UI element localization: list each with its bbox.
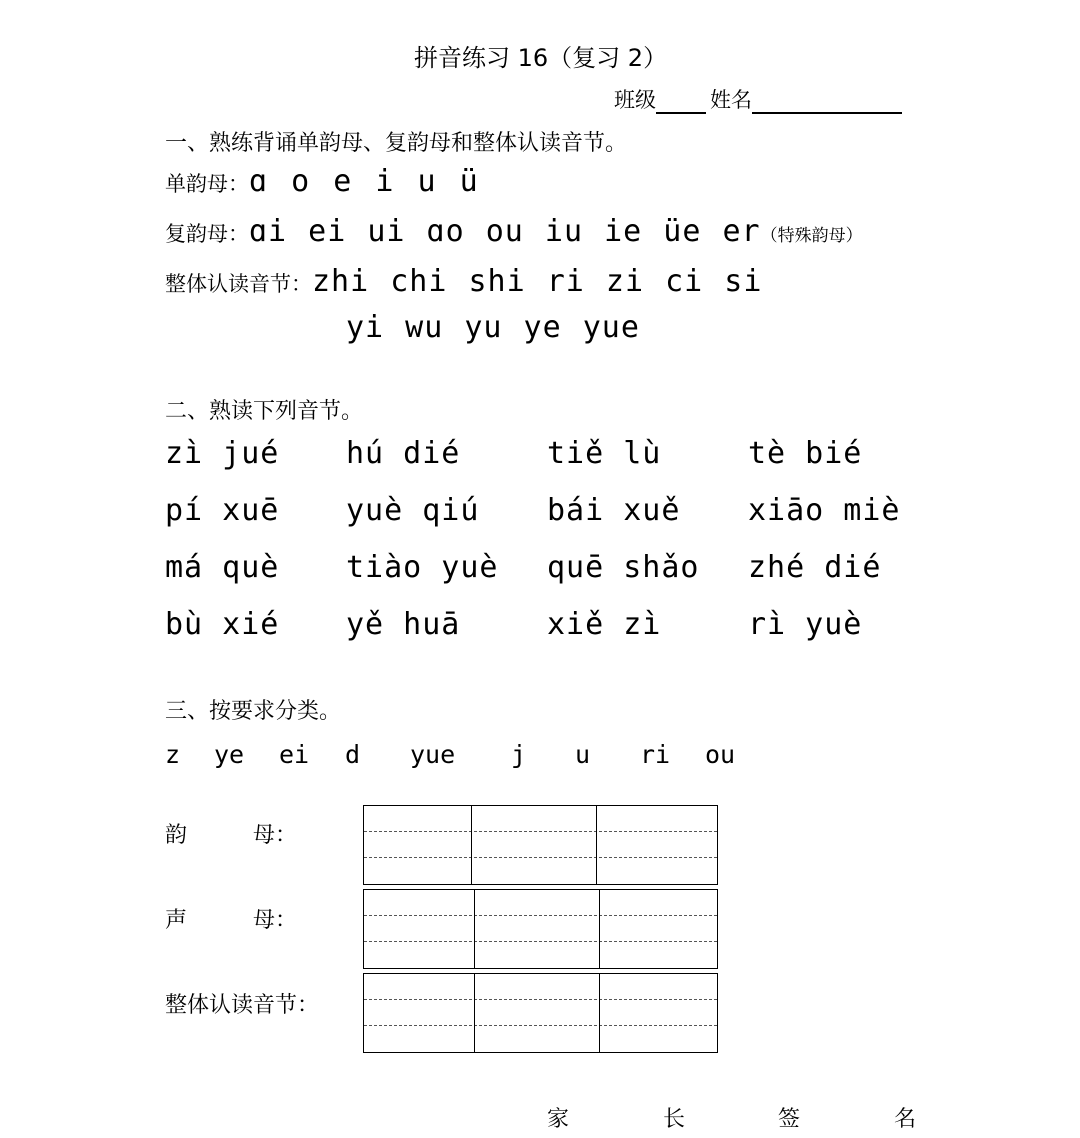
classify-word: ou — [705, 740, 736, 769]
syllable-word: hú dié — [346, 436, 461, 471]
compound-finals-row — [165, 214, 863, 249]
syllable-word: yě huā — [346, 607, 461, 642]
classify-word: j — [511, 740, 527, 769]
single-finals-row — [165, 164, 479, 199]
section2-heading: 二、熟读下列音节。 — [165, 399, 364, 424]
whole-syllables-row1: zhi chi shi ri zi ci si — [312, 264, 763, 299]
syllable-word: rì yuè — [748, 607, 863, 642]
class-name-row — [614, 84, 902, 114]
sign-char: 家 — [547, 1107, 570, 1132]
page-title: 拼音练习 16（复习 2） — [414, 44, 668, 72]
whole-syllables-row2: yi wu yu ye yue — [346, 310, 640, 345]
syllable-word: zhé dié — [748, 550, 882, 585]
syllable-word: yuè qiú — [346, 493, 480, 528]
syllable-word: pí xuē — [165, 493, 280, 528]
class-blank[interactable] — [656, 90, 706, 114]
syllable-word: xiě zì — [547, 607, 662, 642]
category-label-initials: 声 母： — [165, 908, 298, 933]
syllable-word: tè bié — [748, 436, 863, 471]
whole-syllables-answer-box[interactable] — [363, 973, 718, 1053]
classify-word: yue — [410, 740, 456, 769]
compound-finals-note: （特殊韵母） — [760, 226, 863, 246]
section3-heading: 三、按要求分类。 — [165, 699, 342, 724]
sign-char: 长 — [663, 1107, 686, 1132]
syllable-word: tiào yuè — [346, 550, 499, 585]
compound-finals-label: 复韵母： — [165, 222, 249, 246]
name-label: 姓名 — [710, 88, 752, 112]
syllable-word: má què — [165, 550, 280, 585]
classify-word: ye — [214, 740, 245, 769]
whole-syllables-row — [165, 264, 762, 299]
syllable-word: zì jué — [165, 436, 280, 471]
syllable-word: quē shǎo — [547, 550, 700, 585]
section1-heading: 一、熟练背诵单韵母、复韵母和整体认读音节。 — [165, 131, 628, 156]
syllable-word: xiāo miè — [748, 493, 901, 528]
finals-answer-box[interactable] — [363, 805, 718, 885]
initials-answer-box[interactable] — [363, 889, 718, 969]
classify-word: u — [575, 740, 591, 769]
single-finals-values: ɑ o e i u ü — [249, 164, 479, 199]
classify-word: ri — [640, 740, 671, 769]
category-label-whole-syllables: 整体认读音节： — [165, 993, 320, 1018]
syllable-word: bái xuě — [547, 493, 681, 528]
class-label: 班级 — [614, 88, 656, 112]
classify-word: d — [345, 740, 361, 769]
sign-char: 名 — [894, 1107, 917, 1132]
whole-syllables-label: 整体认读音节： — [165, 272, 312, 296]
category-label-finals: 韵 母： — [165, 823, 298, 848]
syllable-word: tiě lù — [547, 436, 662, 471]
name-blank[interactable] — [752, 90, 902, 114]
single-finals-label: 单韵母： — [165, 172, 249, 196]
syllable-word: bù xié — [165, 607, 280, 642]
classify-word: z — [165, 740, 181, 769]
compound-finals-values: ɑi ei ui ɑo ou iu ie üe er — [249, 214, 761, 249]
classify-word: ei — [279, 740, 310, 769]
sign-char: 签 — [778, 1107, 801, 1132]
